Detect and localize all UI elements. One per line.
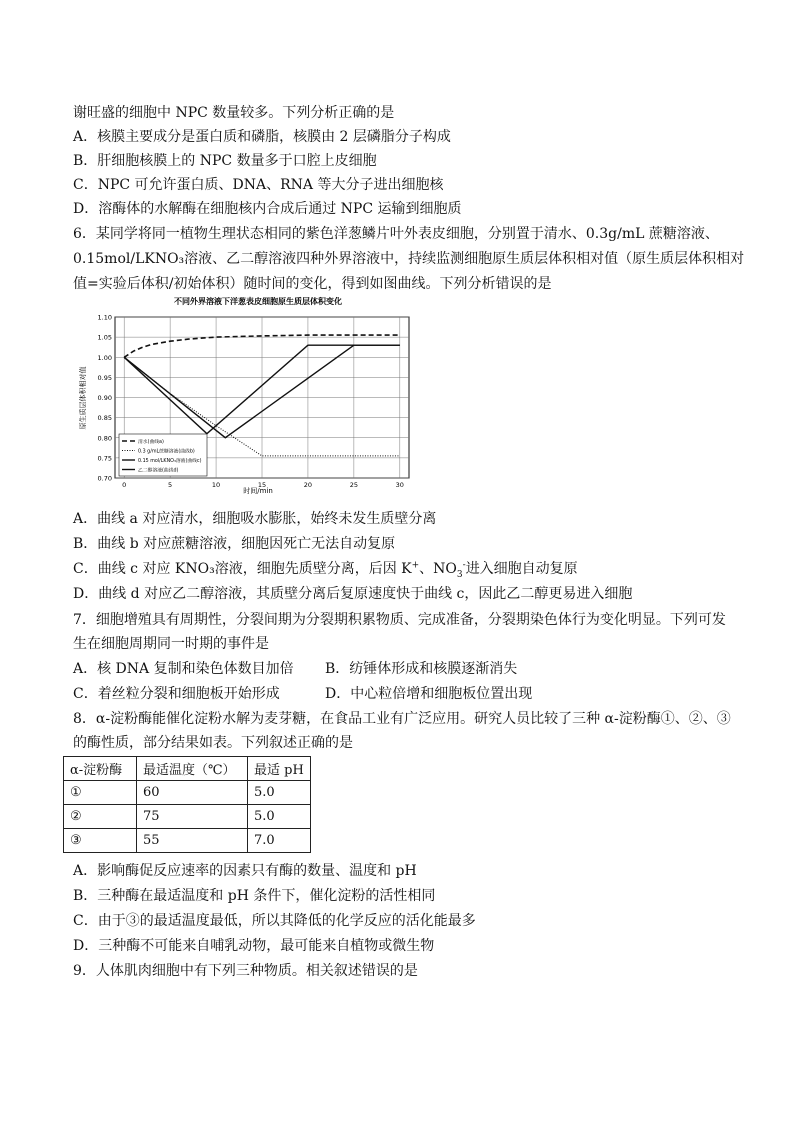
legend-label: 0.15 mol/LKNO₃溶液(曲线c) — [138, 459, 202, 464]
table-row — [64, 805, 311, 829]
q7-option-b: B．纺锤体形成和核膜逐渐消失 — [325, 661, 518, 677]
table-cell: ① — [64, 781, 137, 805]
enzyme-table — [63, 756, 311, 853]
q6-option-c: C．曲线 c 对应 KNO₃溶液，细胞先质壁分离，后因 K+、$NO_3^-$进入细胞自动复原 — [73, 560, 578, 580]
x-tick-label: 10 — [211, 481, 221, 489]
q6-stem-line2: 0.15mol/LKNO₃溶液、乙二醇溶液四种外界溶液中，持续监测细胞原生质层体积相对值（原生质层体积相对 — [73, 251, 745, 267]
y-tick-label: 0.90 — [97, 394, 112, 402]
y-tick-label: 0.80 — [97, 434, 112, 443]
table-header-cell: 最适温度（℃） — [137, 757, 248, 781]
table-cell: ③ — [64, 829, 137, 853]
x-tick-label: 20 — [303, 481, 313, 489]
q7-option-c: C．着丝粒分裂和细胞板开始形成 — [73, 686, 280, 702]
y-tick-label: 1.00 — [97, 353, 112, 362]
x-tick-label: 15 — [257, 481, 267, 489]
table-header-row — [64, 757, 311, 781]
q7-option-d: D．中心粒倍增和细胞板位置出现 — [325, 686, 533, 702]
line-chart — [73, 294, 413, 496]
y-tick-label: 1.05 — [97, 333, 112, 342]
q6-stem-line3: 值=实验后体积/初始体积）随时间的变化，得到如图曲线。下列分析错误的是 — [73, 276, 552, 292]
q8-option-c: C．由于③的最适温度最低，所以其降低的化学反应的活化能最多 — [73, 913, 476, 929]
table-cell: ② — [64, 805, 137, 829]
q5-option-a: A．核膜主要成分是蛋白质和磷脂，核膜由 2 层磷脂分子构成 — [73, 129, 451, 145]
q7-stem-line2: 生在细胞周期同一时期的事件是 — [73, 636, 269, 652]
y-tick-label: 0.85 — [97, 414, 112, 423]
table-cell: 5.0 — [248, 781, 311, 805]
q6-option-d: D．曲线 d 对应乙二醇溶液，其质壁分离后复原速度快于曲线 c，因此乙二醇更易进入细胞 — [73, 586, 633, 602]
x-tick-label: 30 — [395, 481, 404, 489]
x-tick-label: 5 — [168, 481, 173, 489]
q9-stem: 9．人体肌肉细胞中有下列三种物质。相关叙述错误的是 — [73, 963, 418, 979]
y-tick-label: 1.10 — [97, 313, 112, 322]
y-tick-label: 0.70 — [97, 474, 112, 483]
chart-title: 不同外界溶液下洋葱表皮细胞原生质层体积变化 — [174, 297, 342, 306]
table-cell: 55 — [137, 829, 248, 853]
table-cell: 7.0 — [248, 829, 311, 853]
table-header-cell: α-淀粉酶 — [64, 757, 137, 781]
table-cell: 60 — [137, 781, 248, 805]
q8-option-d: D．三种酶不可能来自哺乳动物，最可能来自植物或微生物 — [73, 938, 435, 954]
legend-label: 乙二醇溶液(曲线d) — [138, 468, 179, 474]
q8-stem-line1: 8．α-淀粉酶能催化淀粉水解为麦芽糖，在食品工业有广泛应用。研究人员比较了三种 α-淀粉酶①、②、③ — [73, 711, 731, 727]
q6-option-a: A．曲线 a 对应清水，细胞吸水膨胀，始终未发生质壁分离 — [73, 511, 437, 527]
y-tick-label: 0.95 — [97, 373, 112, 382]
legend-label: 0.3 g/mL蔗糖溶液(曲线b) — [138, 449, 195, 455]
x-axis-label: 时间/min — [243, 487, 273, 495]
x-tick-label: 0 — [122, 481, 127, 489]
table-cell: 5.0 — [248, 805, 311, 829]
y-axis-label: 原生质层体积相对值 — [79, 366, 87, 430]
q5-option-d: D．溶酶体的水解酶在细胞核内合成后通过 NPC 运输到细胞质 — [73, 201, 462, 217]
table-cell: 75 — [137, 805, 248, 829]
table-row — [64, 781, 311, 805]
q6-option-b: B．曲线 b 对应蔗糖溶液，细胞因死亡无法自动复原 — [73, 536, 396, 552]
q8-option-b: B．三种酶在最适温度和 pH 条件下，催化淀粉的活性相同 — [73, 888, 436, 904]
x-tick-label: 25 — [349, 481, 359, 489]
q7-option-a: A．核 DNA 复制和染色体数目加倍 — [73, 661, 294, 677]
question5-stem-tail: 谢旺盛的细胞中 NPC 数量较多。下列分析正确的是 — [73, 105, 395, 121]
q6-stem-line1: 6．某同学将同一植物生理状态相同的紫色洋葱鳞片叶外表皮细胞，分别置于清水、0.3g/mL 蔗糖溶液、 — [73, 226, 719, 242]
legend — [119, 434, 207, 476]
y-tick-label: 0.75 — [97, 454, 112, 463]
q7-stem-line1: 7．细胞增殖具有周期性，分裂间期为分裂期积累物质、完成准备，分裂期染色体行为变化明显。下列可发 — [73, 612, 726, 628]
q5-option-b: B．肝细胞核膜上的 NPC 数量多于口腔上皮细胞 — [73, 153, 377, 169]
table-header-cell: 最适 pH — [248, 757, 311, 781]
q8-stem-line2: 的酶性质，部分结果如表。下列叙述正确的是 — [73, 735, 353, 751]
q5-option-c: C．NPC 可允许蛋白质、DNA、RNA 等大分子进出细胞核 — [73, 177, 444, 193]
table-row — [64, 829, 311, 853]
legend-label: 清水(曲线a) — [138, 440, 164, 445]
q8-option-a: A．影响酶促反应速率的因素只有酶的数量、温度和 pH — [73, 863, 417, 879]
